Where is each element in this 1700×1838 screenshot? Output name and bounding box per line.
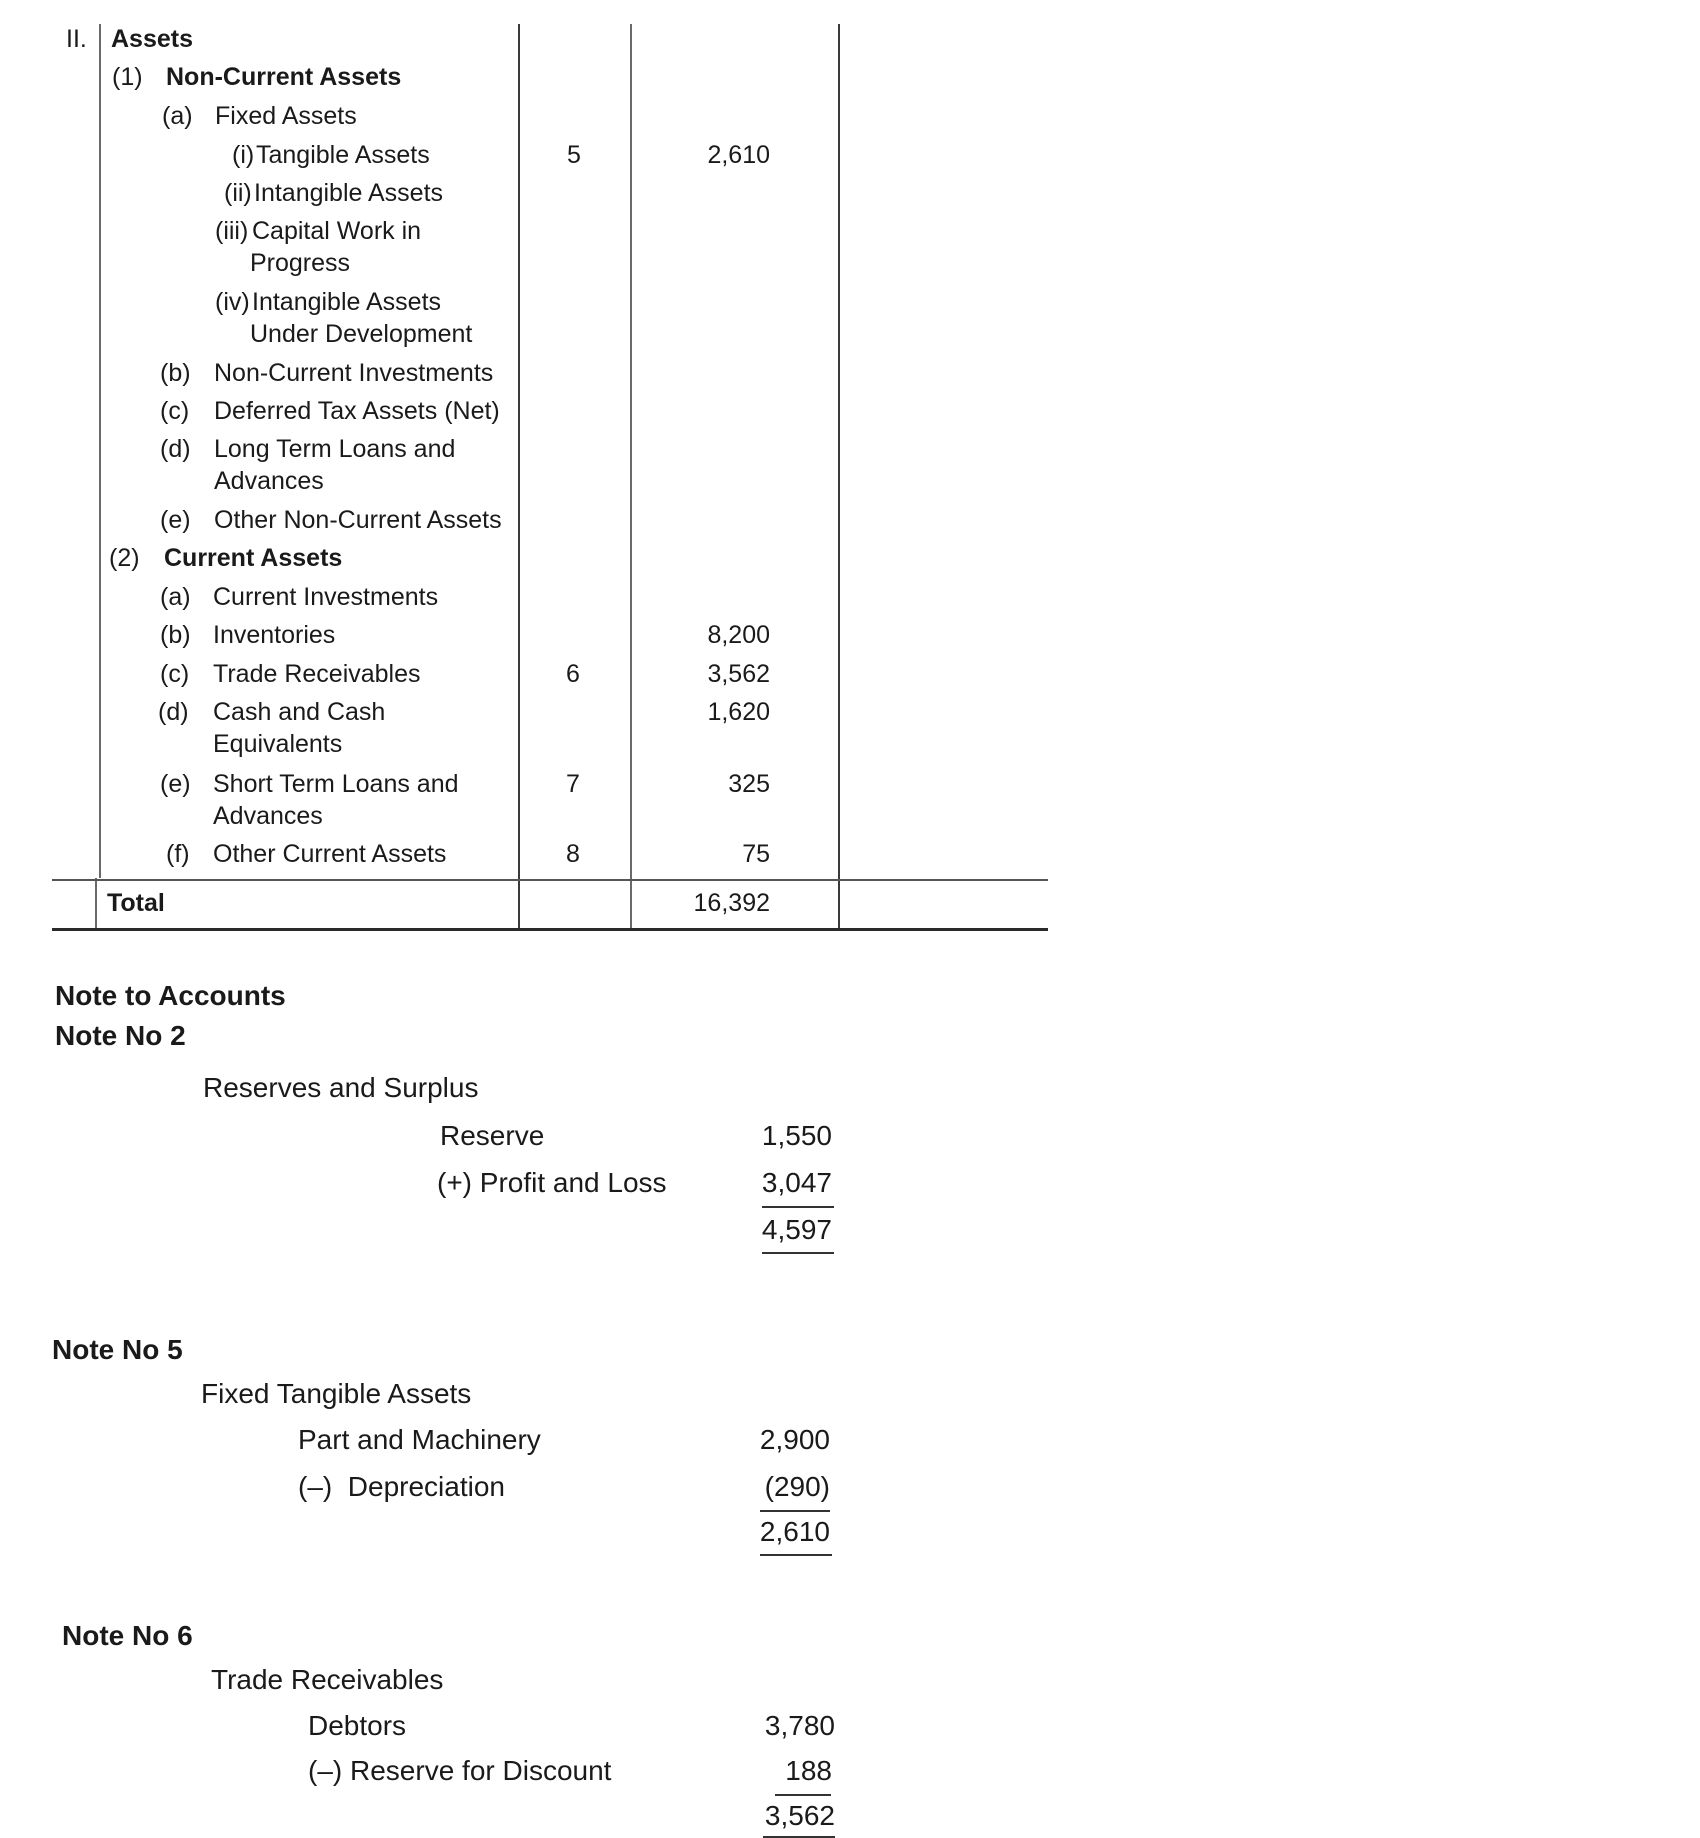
note-line-amount: 3,047 xyxy=(761,1167,832,1198)
row-label-number: (c) xyxy=(160,397,190,425)
row-text-continued: Advances xyxy=(213,802,323,830)
row-text: Non-Current Investments xyxy=(214,359,494,387)
row-label-number: (ii) xyxy=(224,179,252,207)
column-divider-amount xyxy=(838,24,840,930)
note-line-amount: (290) xyxy=(764,1471,830,1502)
note-line-amount: 2,900 xyxy=(759,1424,830,1455)
row-text: Current Investments xyxy=(213,583,439,611)
row-text: Other Non-Current Assets xyxy=(214,506,502,534)
row-label-number: (f) xyxy=(166,840,190,868)
row-amount: 3,562 xyxy=(707,660,770,688)
row-amount: 1,620 xyxy=(707,698,770,726)
note-line-label: (+) Profit and Loss xyxy=(437,1167,667,1198)
note-total: 4,597 xyxy=(761,1214,832,1245)
total-row-bottom-rule xyxy=(52,928,1048,931)
note-line-amount: 188 xyxy=(785,1755,832,1786)
row-label-number: (iv) xyxy=(215,288,250,316)
row-note-ref: 5 xyxy=(567,141,581,169)
row-text: Short Term Loans and xyxy=(213,770,459,798)
note-line-label: Debtors xyxy=(308,1710,407,1741)
row-text: Cash and Cash xyxy=(213,698,386,726)
note-line-amount: 1,550 xyxy=(761,1120,832,1151)
row-amount: 325 xyxy=(728,770,770,798)
note-total: 2,610 xyxy=(759,1516,830,1547)
note-subtotal-rule xyxy=(760,1510,830,1512)
note-total-rule xyxy=(760,1554,832,1556)
column-divider-note xyxy=(630,24,632,930)
note-line-label: Part and Machinery xyxy=(298,1424,541,1455)
row-text: Trade Receivables xyxy=(213,660,421,688)
row-text-continued: Advances xyxy=(214,467,324,495)
note-title: Note No 2 xyxy=(55,1020,186,1051)
note-subtotal-rule xyxy=(762,1206,834,1208)
row-text: Capital Work in xyxy=(252,217,422,245)
note-total: 3,562 xyxy=(764,1800,835,1831)
row-text: Deferred Tax Assets (Net) xyxy=(214,397,500,425)
row-label-number: (2) xyxy=(109,544,140,572)
row-label-number: (b) xyxy=(160,359,191,387)
note-title: Note No 6 xyxy=(62,1620,193,1651)
table-border-left-total xyxy=(95,878,97,930)
row-amount: 75 xyxy=(742,840,770,868)
total-label: Total xyxy=(107,889,165,917)
note-title: Note No 5 xyxy=(52,1334,183,1365)
row-text: Fixed Assets xyxy=(215,102,357,130)
row-label-number: (d) xyxy=(160,435,191,463)
row-note-ref: 7 xyxy=(566,770,580,798)
row-amount: 8,200 xyxy=(707,621,770,649)
row-text-continued: Equivalents xyxy=(213,730,343,758)
row-note-ref: 8 xyxy=(566,840,580,868)
row-text: Intangible Assets xyxy=(252,288,442,316)
note-subtitle: Fixed Tangible Assets xyxy=(201,1378,472,1409)
row-label-number: (i) xyxy=(232,141,255,169)
total-amount: 16,392 xyxy=(693,889,770,917)
row-label-number: (d) xyxy=(158,698,189,726)
note-line-label: (–) Depreciation xyxy=(298,1471,505,1502)
row-label-number: (c) xyxy=(160,660,190,688)
section-numeral: II. xyxy=(66,25,87,53)
row-label-number: (e) xyxy=(160,770,191,798)
row-label-number: (a) xyxy=(162,102,193,130)
column-divider-particulars xyxy=(518,24,520,930)
section-title: Assets xyxy=(111,25,193,53)
row-text: Non-Current Assets xyxy=(166,63,402,91)
row-text: Current Assets xyxy=(164,544,343,572)
row-amount: 2,610 xyxy=(707,141,770,169)
row-label-number: (e) xyxy=(160,506,191,534)
notes-heading: Note to Accounts xyxy=(55,980,286,1011)
note-subtotal-rule xyxy=(775,1794,831,1796)
row-note-ref: 6 xyxy=(566,660,580,688)
row-text: Long Term Loans and xyxy=(214,435,456,463)
table-border-left xyxy=(99,24,101,878)
note-total-rule xyxy=(762,1252,834,1254)
note-line-amount: 3,780 xyxy=(764,1710,835,1741)
row-text: Intangible Assets xyxy=(254,179,444,207)
row-text: Inventories xyxy=(213,621,336,649)
total-row-top-rule xyxy=(52,879,1048,881)
row-text-continued: Progress xyxy=(250,249,351,277)
note-line-label: Reserve xyxy=(440,1120,545,1151)
row-label-number: (a) xyxy=(160,583,191,611)
row-label-number: (b) xyxy=(160,621,191,649)
row-label-number: (1) xyxy=(112,63,143,91)
note-subtitle: Trade Receivables xyxy=(211,1664,444,1695)
note-line-label: (–) Reserve for Discount xyxy=(308,1755,612,1786)
note-subtitle: Reserves and Surplus xyxy=(203,1072,479,1103)
row-text-continued: Under Development xyxy=(250,320,473,348)
row-label-number: (iii) xyxy=(215,217,249,245)
row-text: Other Current Assets xyxy=(213,840,447,868)
row-text: Tangible Assets xyxy=(256,141,430,169)
